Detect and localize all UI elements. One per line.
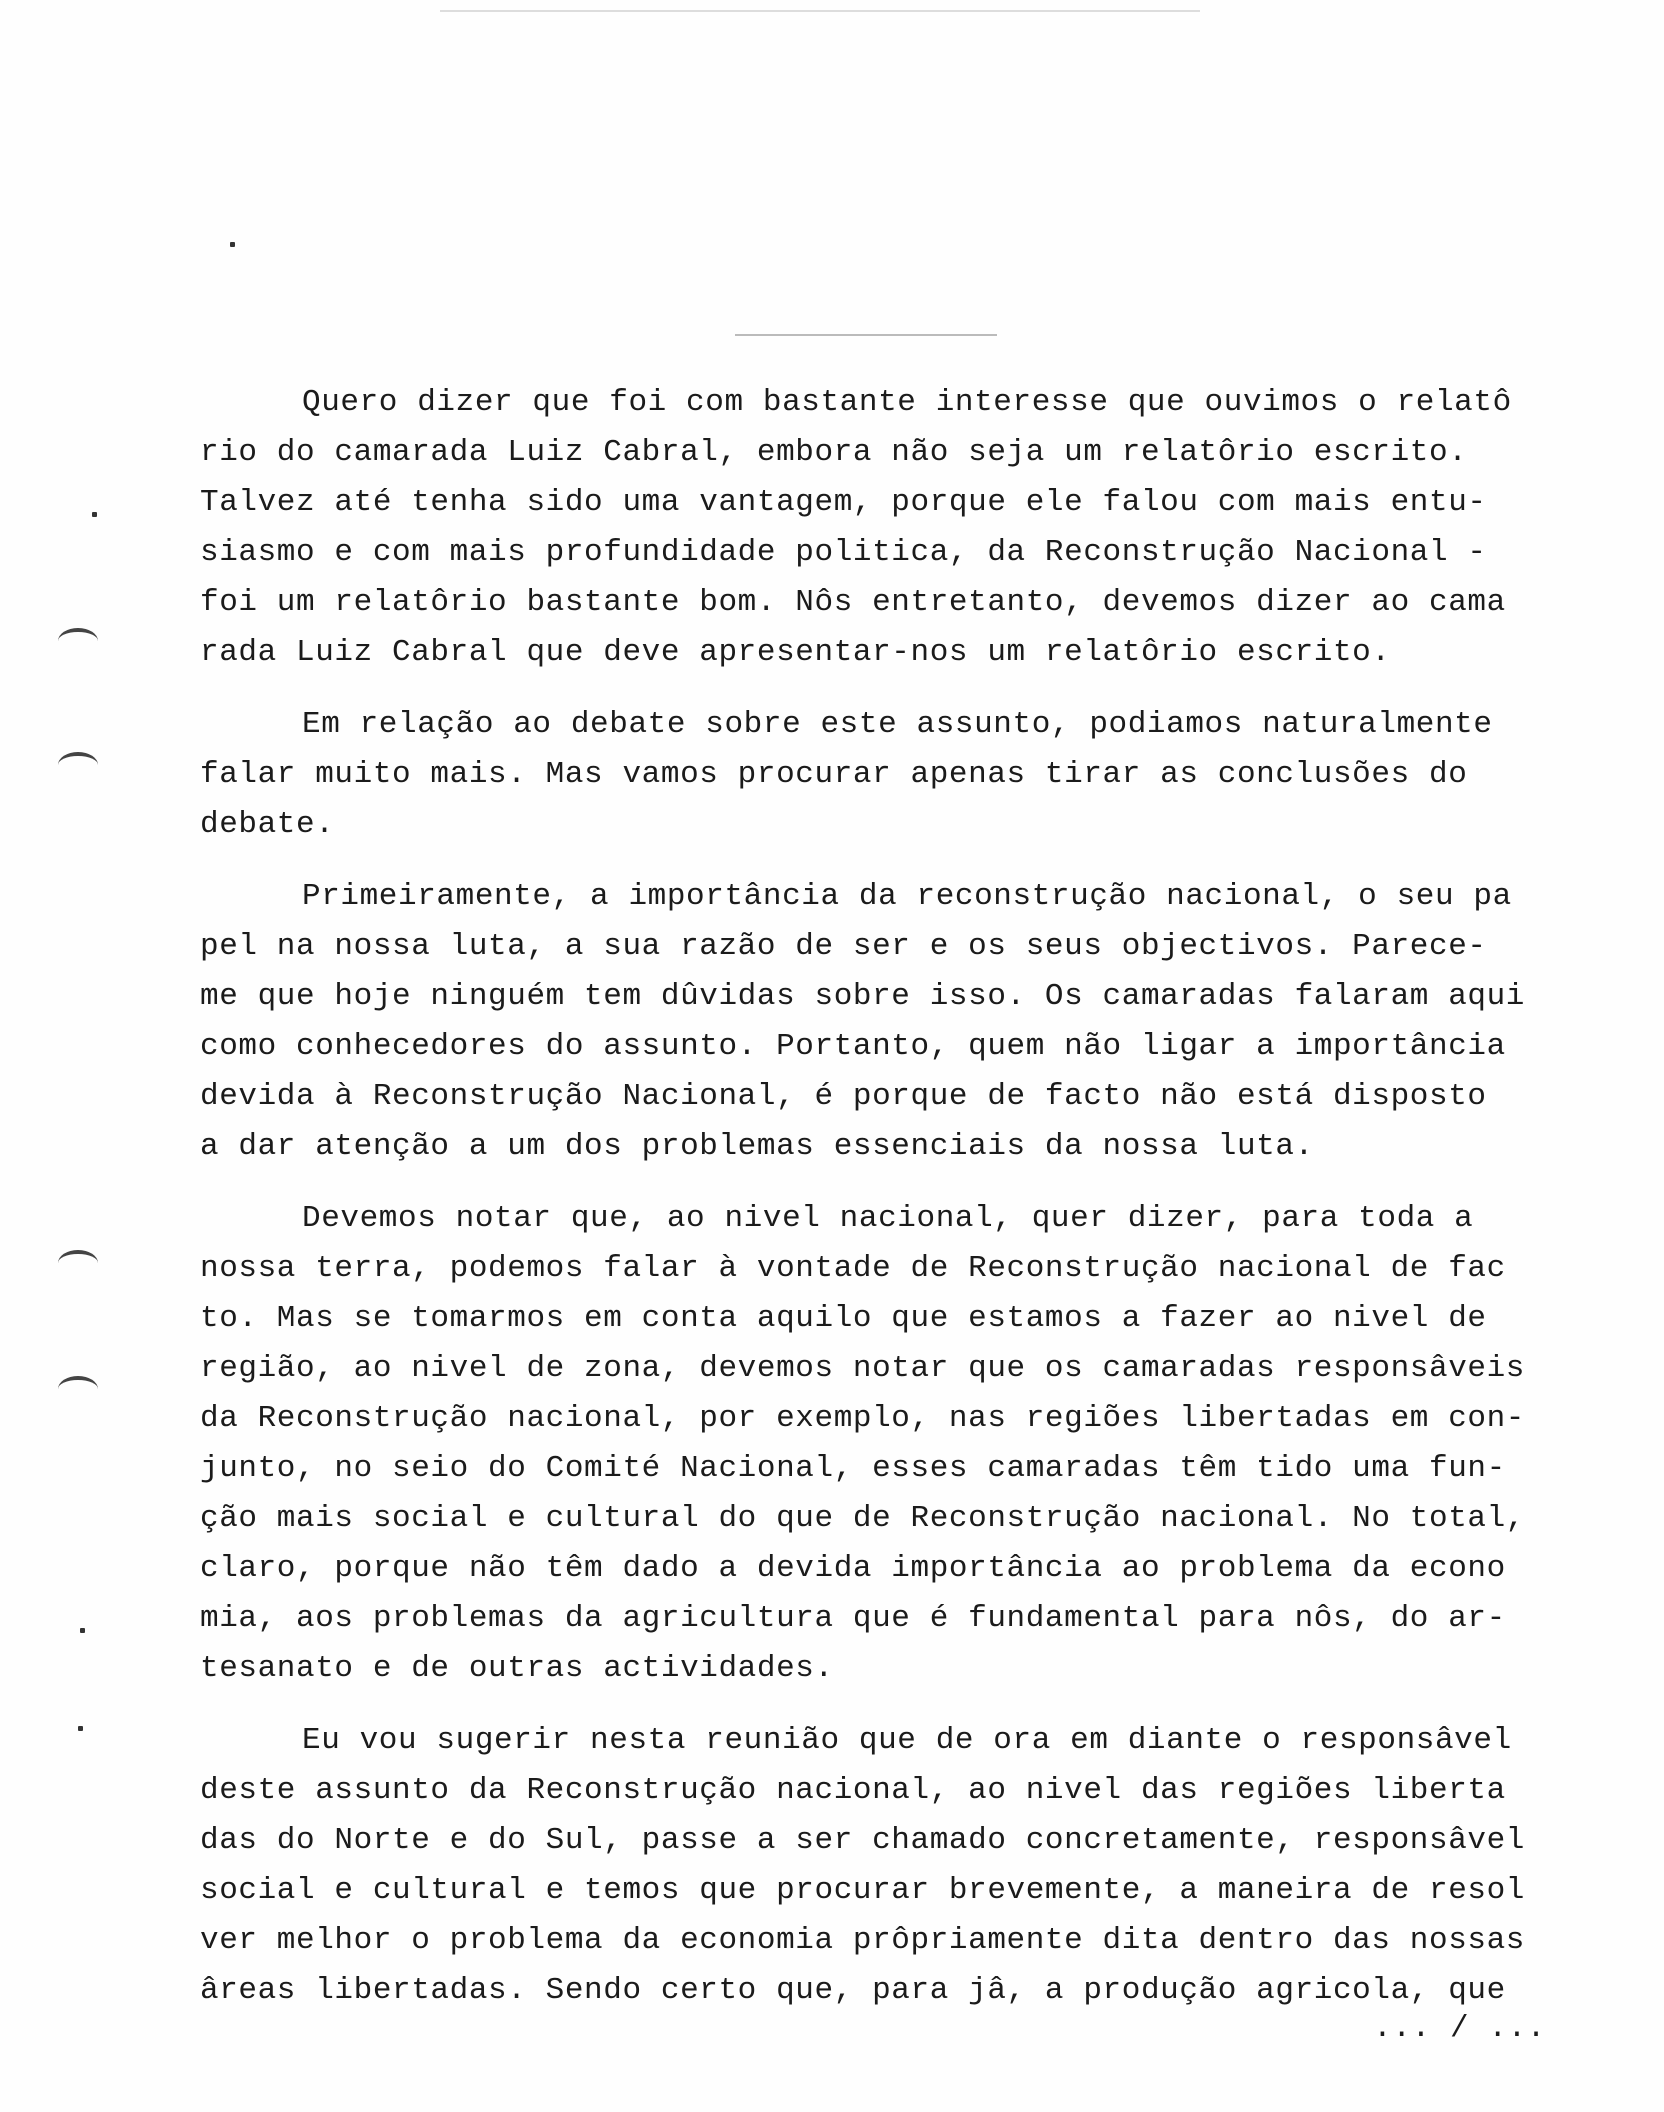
text-line: debate. bbox=[200, 807, 335, 842]
text-line: âreas libertadas. Sendo certo que, para jâ, a produção agricola, que bbox=[200, 1973, 1506, 2008]
text-line: falar muito mais. Mas vamos procurar apenas tirar as conclusões do bbox=[200, 757, 1468, 792]
punch-hole-mark bbox=[58, 1250, 98, 1276]
paragraph-5 bbox=[200, 1716, 1610, 2016]
text-line: Quero dizer que foi com bastante interesse que ouvimos o relatô bbox=[302, 385, 1512, 420]
speck bbox=[80, 1628, 85, 1633]
text-line: das do Norte e do Sul, passe a ser chamado concretamente, responsâvel bbox=[200, 1823, 1526, 1858]
speck bbox=[92, 512, 97, 517]
text-line: to. Mas se tomarmos em conta aquilo que estamos a fazer ao nivel de bbox=[200, 1301, 1487, 1336]
text-line: devida à Reconstrução Nacional, é porque de facto não está disposto bbox=[200, 1079, 1487, 1114]
text-line: nossa terra, podemos falar à vontade de Reconstrução nacional de fac bbox=[200, 1251, 1506, 1286]
text-line: rio do camarada Luiz Cabral, embora não seja um relatôrio escrito. bbox=[200, 435, 1468, 470]
text-line: pel na nossa luta, a sua razão de ser e os seus objectivos. Parece- bbox=[200, 929, 1487, 964]
paragraph-4 bbox=[200, 1194, 1610, 1694]
text-line: Em relação ao debate sobre este assunto, podiamos naturalmente bbox=[302, 707, 1493, 742]
text-line: Devemos notar que, ao nivel nacional, quer dizer, para toda a bbox=[302, 1201, 1474, 1236]
punch-hole-mark bbox=[58, 628, 98, 654]
continuation-mark: ... / ... bbox=[1373, 2011, 1546, 2046]
text-line: Talvez até tenha sido uma vantagem, porque ele falou com mais entu- bbox=[200, 485, 1487, 520]
text-line: Primeiramente, a importância da reconstrução nacional, o seu pa bbox=[302, 879, 1512, 914]
paragraph-3 bbox=[200, 872, 1610, 1172]
punch-hole-mark bbox=[58, 752, 98, 778]
text-line: Eu vou sugerir nesta reunião que de ora em diante o responsâvel bbox=[302, 1723, 1512, 1758]
text-line: mia, aos problemas da agricultura que é fundamental para nôs, do ar- bbox=[200, 1601, 1506, 1636]
speck bbox=[78, 1726, 83, 1731]
paragraph-2 bbox=[200, 700, 1610, 850]
document-body bbox=[200, 378, 1610, 2038]
speck bbox=[230, 242, 235, 247]
text-line: me que hoje ninguém tem dûvidas sobre isso. Os camaradas falaram aqui bbox=[200, 979, 1526, 1014]
text-line: a dar atenção a um dos problemas essenciais da nossa luta. bbox=[200, 1129, 1314, 1164]
text-line: região, ao nivel de zona, devemos notar que os camaradas responsâveis bbox=[200, 1351, 1526, 1386]
paragraph-1 bbox=[200, 378, 1610, 678]
text-line: como conhecedores do assunto. Portanto, quem não ligar a importância bbox=[200, 1029, 1506, 1064]
text-line: tesanato e de outras actividades. bbox=[200, 1651, 834, 1686]
text-line: junto, no seio do Comité Nacional, esses camaradas têm tido uma fun- bbox=[200, 1451, 1506, 1486]
faint-rule bbox=[440, 10, 1200, 12]
text-line: claro, porque não têm dado a devida importância ao problema da econo bbox=[200, 1551, 1506, 1586]
faint-rule bbox=[735, 334, 997, 336]
text-line: social e cultural e temos que procurar brevemente, a maneira de resol bbox=[200, 1873, 1526, 1908]
punch-hole-mark bbox=[58, 1376, 98, 1402]
text-line: foi um relatôrio bastante bom. Nôs entretanto, devemos dizer ao cama bbox=[200, 585, 1506, 620]
text-line: ver melhor o problema da economia prôpriamente dita dentro das nossas bbox=[200, 1923, 1526, 1958]
text-line: ção mais social e cultural do que de Reconstrução nacional. No total, bbox=[200, 1501, 1526, 1536]
text-line: siasmo e com mais profundidade politica, da Reconstrução Nacional - bbox=[200, 535, 1487, 570]
text-line: deste assunto da Reconstrução nacional, ao nivel das regiões liberta bbox=[200, 1773, 1506, 1808]
text-line: da Reconstrução nacional, por exemplo, nas regiões libertadas em con- bbox=[200, 1401, 1526, 1436]
text-line: rada Luiz Cabral que deve apresentar-nos um relatôrio escrito. bbox=[200, 635, 1391, 670]
